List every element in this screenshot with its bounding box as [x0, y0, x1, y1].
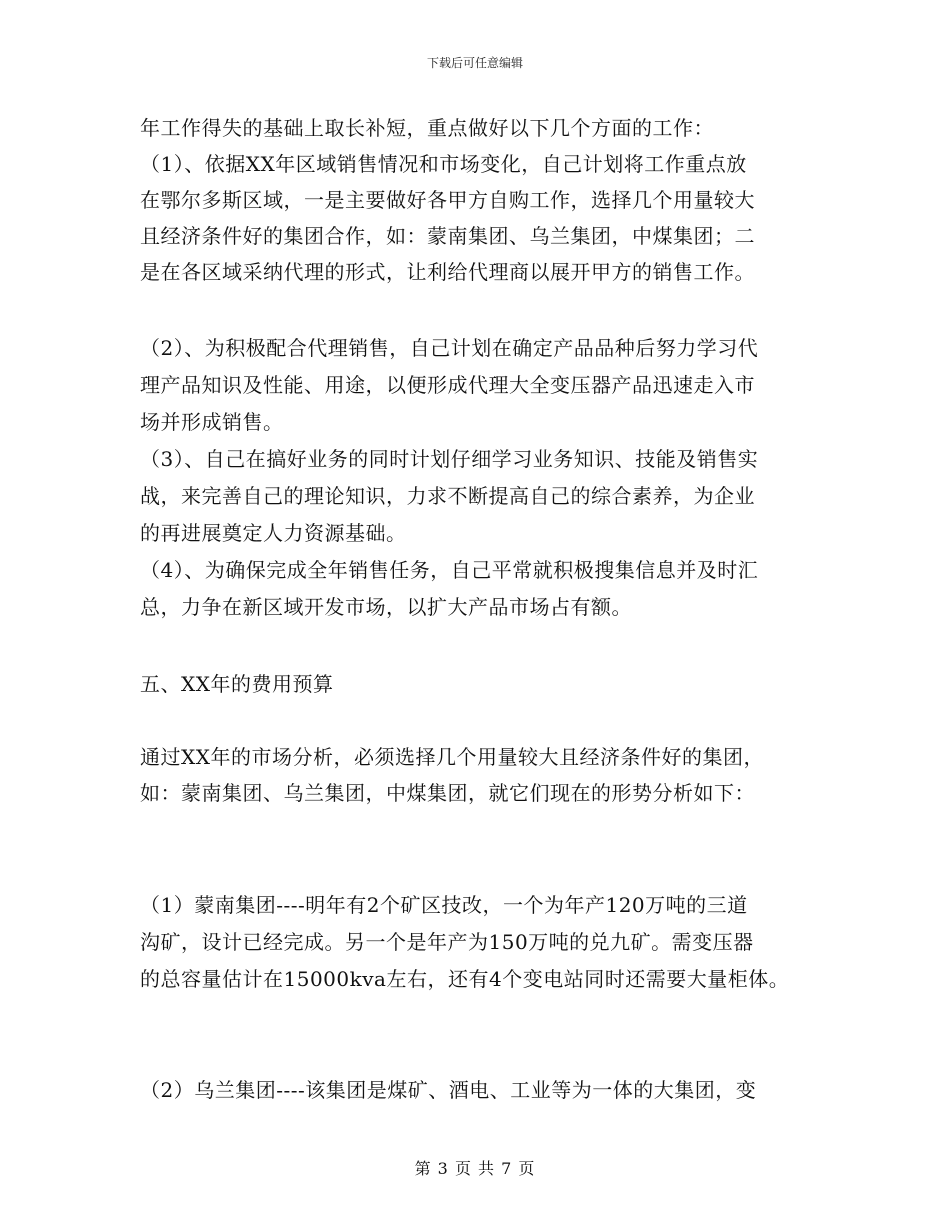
- body-line: （4）、为确保完成全年销售任务，自己平常就积极搜集信息并及时汇: [140, 558, 759, 582]
- body-line: 沟矿，设计已经完成。另一个是年产为150万吨的兑九矿。需变压器: [140, 930, 754, 954]
- body-line: 是在各区域采纳代理的形式，让利给代理商以展开甲方的销售工作。: [140, 260, 755, 284]
- body-line: 在鄂尔多斯区域，一是主要做好各甲方自购工作，选择几个用量较大: [140, 188, 755, 212]
- body-line: 总，力争在新区域开发市场，以扩大产品市场占有额。: [140, 595, 632, 619]
- body-line: 的总容量估计在15000kva左右，还有4个变电站同时还需要大量柜体。: [140, 967, 790, 991]
- body-line: （1）蒙南集团----明年有2个矿区技改，一个为年产120万吨的三道: [140, 893, 748, 917]
- section-heading: 五、XX年的费用预算: [140, 672, 334, 696]
- body-line: （3）、自己在搞好业务的同时计划仔细学习业务知识、技能及销售实: [140, 447, 759, 471]
- body-line: 战，来完善自己的理论知识，力求不断提高自己的综合素养，为企业: [140, 484, 755, 508]
- body-line: 场并形成销售。: [140, 410, 284, 434]
- body-line: （2）乌兰集团----该集团是煤矿、酒电、工业等为一体的大集团，变: [140, 1078, 757, 1102]
- body-line: 且经济条件好的集团合作，如：蒙南集团、乌兰集团，中煤集团；二: [140, 224, 755, 248]
- body-line: 的再进展奠定人力资源基础。: [140, 521, 407, 545]
- page-header: 下载后可任意编辑: [426, 56, 523, 70]
- body-line: 年工作得失的基础上取长补短，重点做好以下几个方面的工作：: [140, 116, 714, 140]
- body-line: （1）、依据XX年区域销售情况和市场变化，自己计划将工作重点放: [140, 152, 747, 176]
- body-line: 如：蒙南集团、乌兰集团，中煤集团，就它们现在的形势分析如下：: [140, 781, 755, 805]
- body-line: （2）、为积极配合代理销售，自己计划在确定产品品种后努力学习代: [140, 336, 759, 360]
- body-line: 理产品知识及性能、用途，以便形成代理大全变压器产品迅速走入市: [140, 373, 755, 397]
- page-footer: 第 3 页 共 7 页: [414, 1159, 536, 1178]
- body-line: 通过XX年的市场分析，必须选择几个用量较大且经济条件好的集团，: [140, 745, 764, 769]
